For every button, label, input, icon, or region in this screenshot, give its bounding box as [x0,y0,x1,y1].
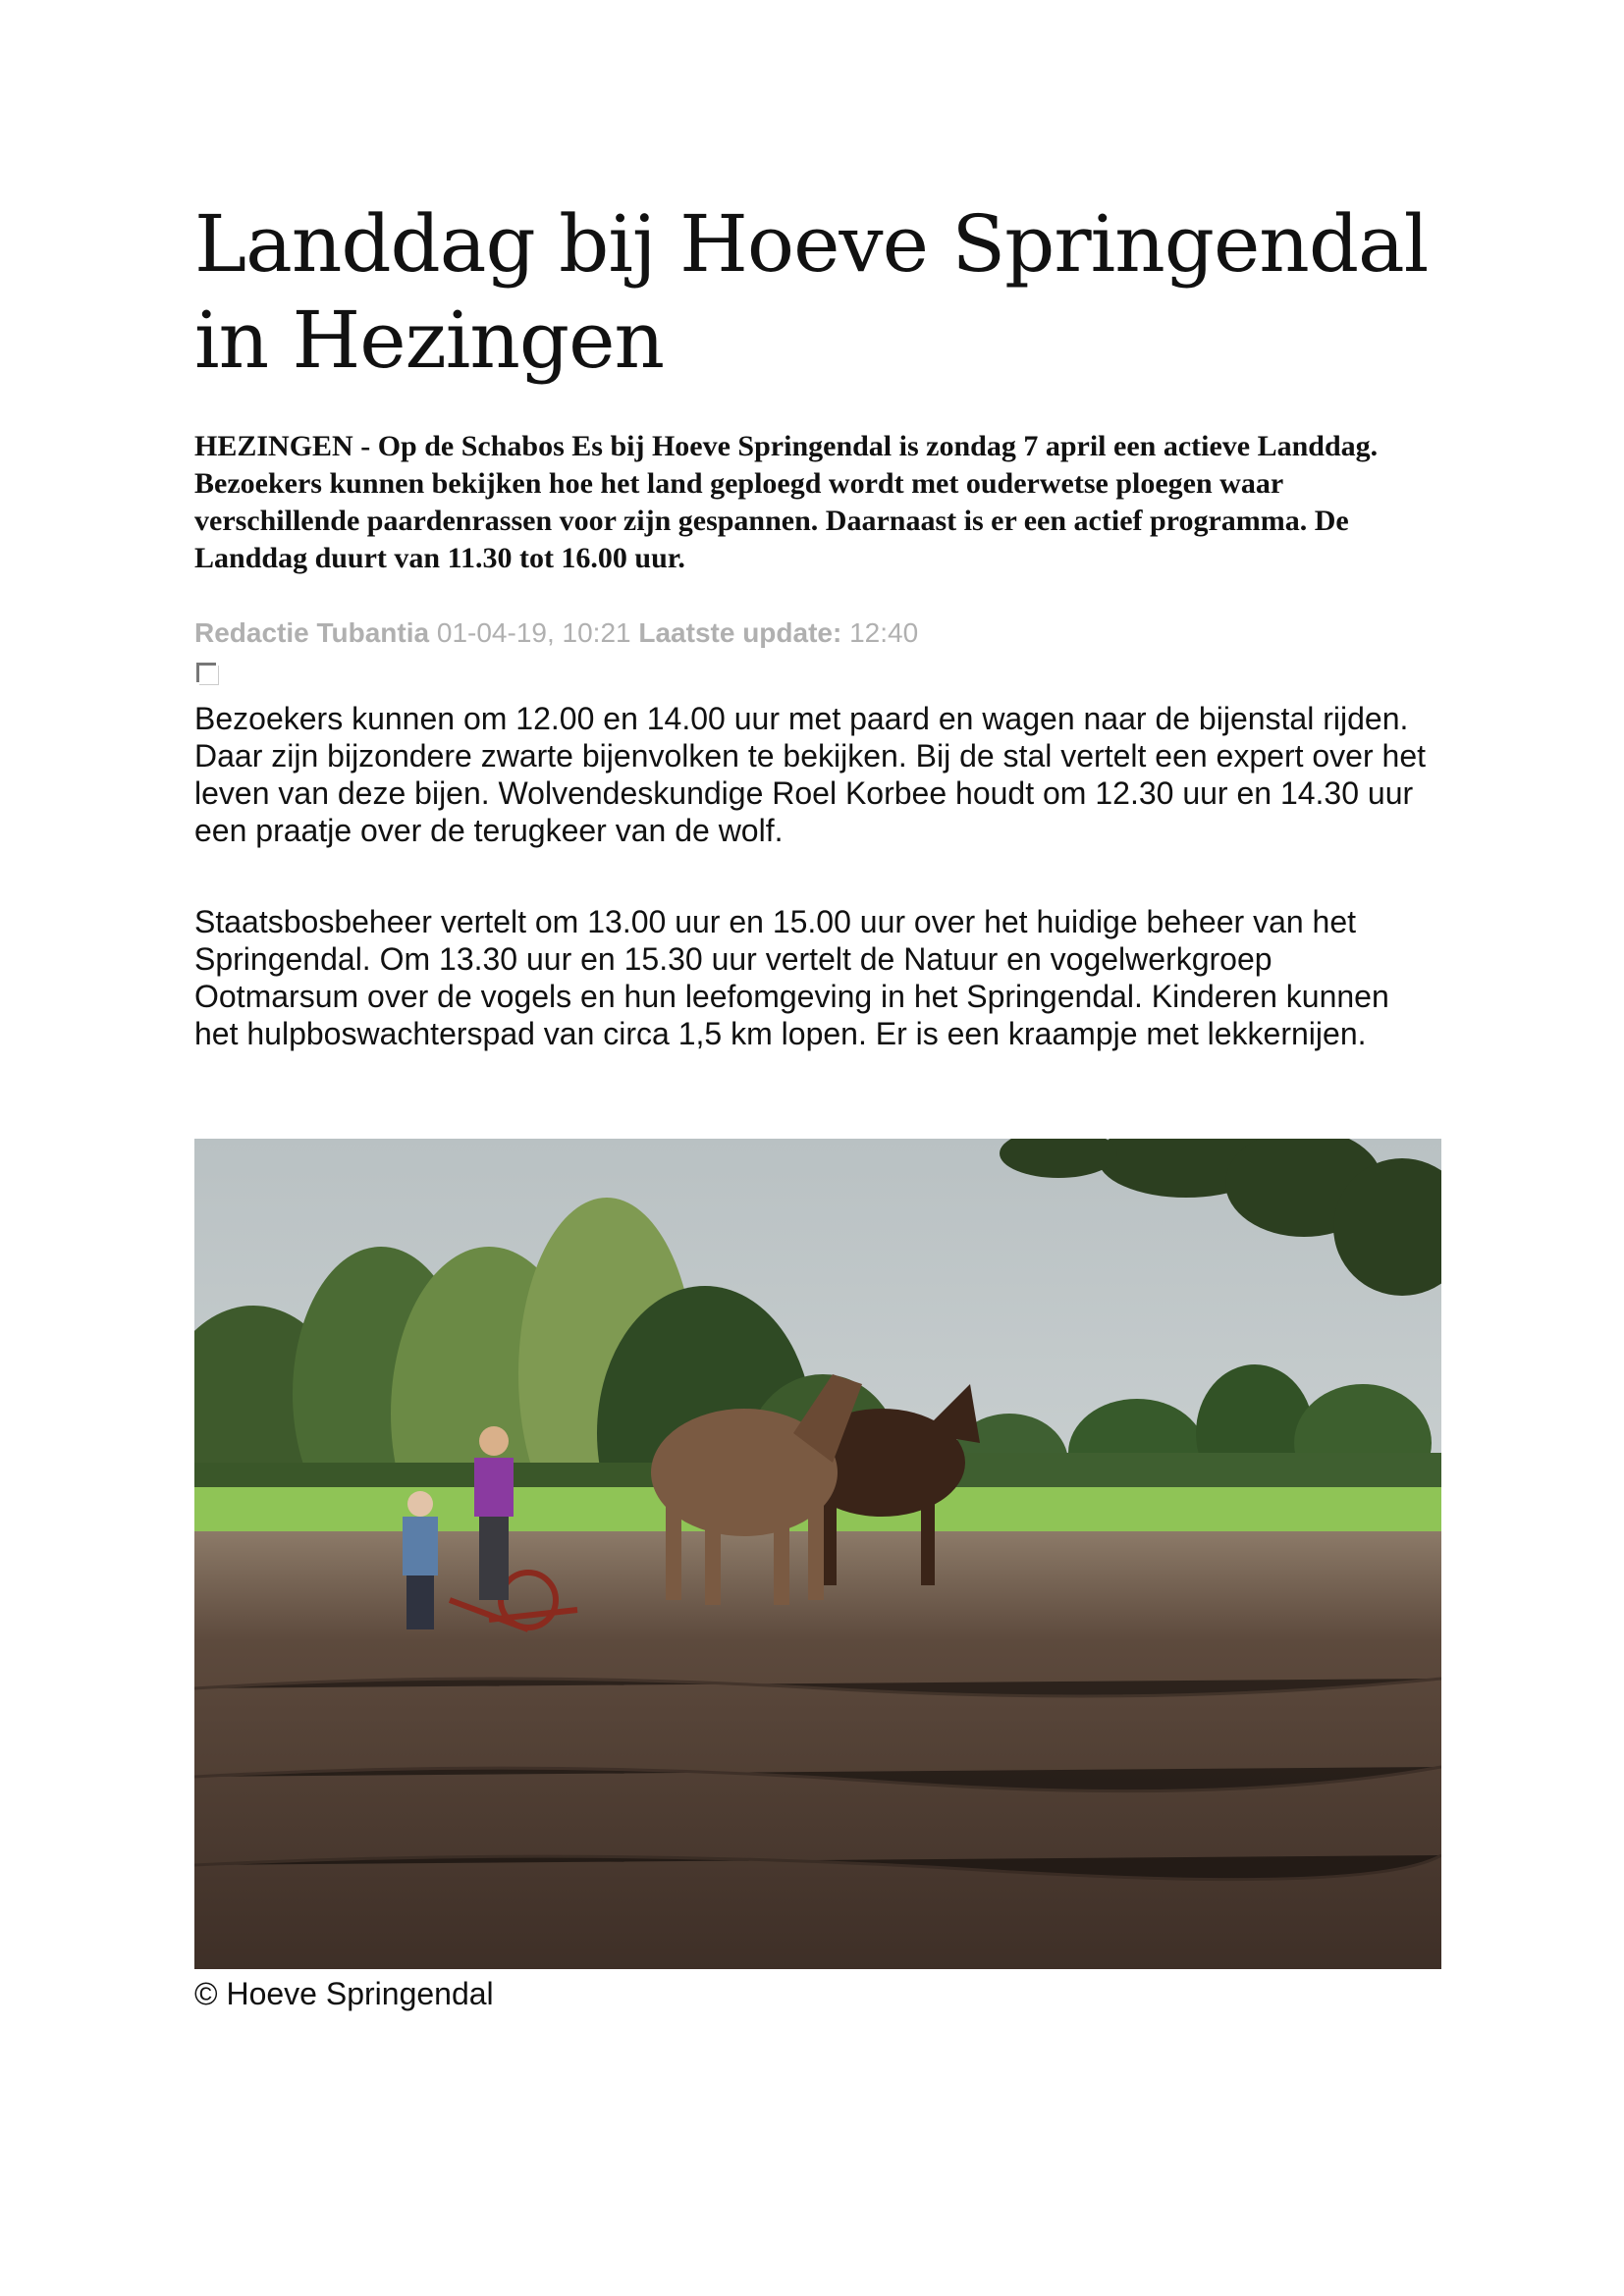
byline-author[interactable]: Redactie Tubantia [194,617,430,648]
article-paragraph: Staatsbosbeheer vertelt om 13.00 uur en 15.00 uur over het huidige beheer van het Springendal. Om 13.30 uur en 15.30 uur vertelt de Natuur en vogelwerkgroep Ootmarsum over de vogels en hun leefomgeving in het Springendal. Kinderen kunnen het hulpboswachterspad van circa 1,5 km lopen. Er is een kraampje met lekkernijen. [194,904,1389,1051]
article-title: Landdag bij Hoeve Springendal in Hezingen [194,198,1429,386]
byline-published: 01-04-19, 10:21 [436,617,631,648]
article-photo[interactable] [194,1139,1441,1969]
article-paragraph: Bezoekers kunnen om 12.00 en 14.00 uur met paard en wagen naar de bijenstal rijden. Daar zijn bijzondere zwarte bijenvolken te bekijken. Bij de stal vertelt een expert over het leven van deze bijen. Wolvendeskundige Roel Korbee houdt om 12.30 uur en 14.30 uur een praatje over de terugkeer van de wolf. [194,701,1426,848]
article-lead: HEZINGEN - Op de Schabos Es bij Hoeve Springendal is zondag 7 april een actieve Landdag. Bezoekers kunnen bekijken hoe het land geploegd wordt met ouderwetse ploegen waar verschillende paardenrassen voor zijn gespannen. Daarnaast is er een actief programma. De Landdag duurt van 11.30 tot 16.00 uur. [194,430,1379,574]
horse-plough-photo [194,1139,1441,1969]
byline [194,616,918,650]
byline-update-label: Laatste update: [638,617,842,648]
photo-caption: © Hoeve Springendal [194,1976,494,2011]
image-placeholder-icon[interactable] [196,663,216,682]
byline-update-time: 12:40 [849,617,919,648]
